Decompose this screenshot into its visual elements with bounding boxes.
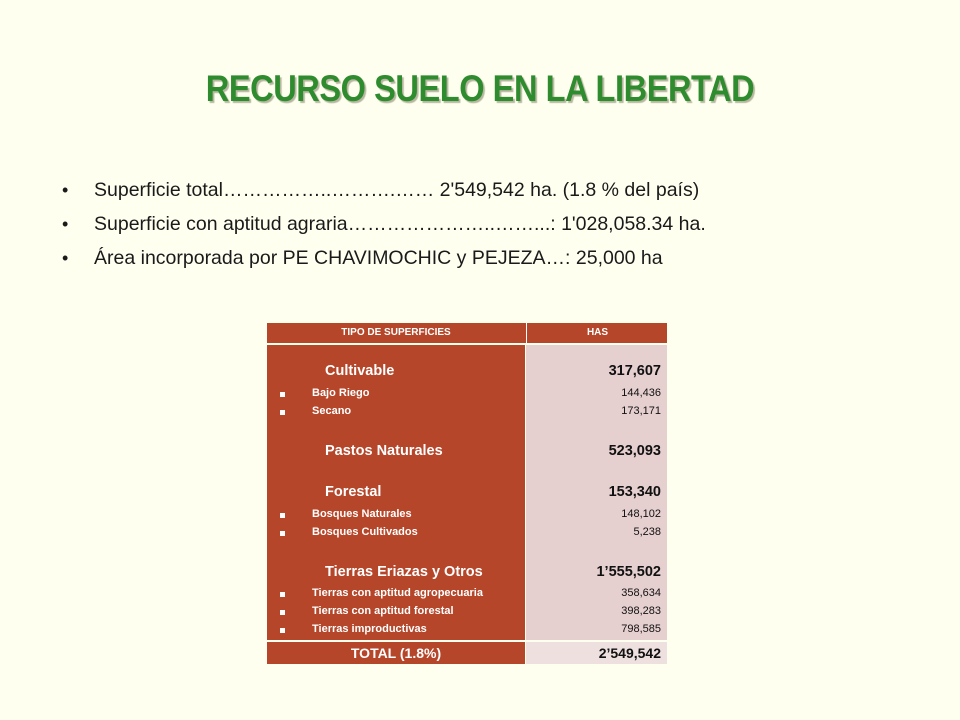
square-bullet-icon: [280, 531, 285, 536]
table-header: [267, 323, 667, 343]
row-value: 153,340: [608, 484, 661, 500]
row-value: 798,585: [621, 623, 661, 635]
bullet-icon: •: [62, 214, 69, 234]
slide-title: RECURSO SUELO EN LA LIBERTAD: [205, 68, 755, 109]
total-value: 2’549,542: [526, 642, 667, 664]
bullet-item: [62, 244, 922, 278]
row-label: Cultivable: [325, 363, 395, 379]
row-label: Bosques Cultivados: [312, 526, 418, 538]
row-label: Bosques Naturales: [312, 508, 412, 520]
square-bullet-icon: [280, 592, 285, 597]
row-value: 317,607: [608, 363, 661, 379]
row-value: 5,238: [633, 526, 661, 538]
row-value: 148,102: [621, 508, 661, 520]
bullet-icon: •: [62, 248, 69, 268]
row-value: 173,171: [621, 405, 661, 417]
row-label: Tierras improductivas: [312, 623, 427, 635]
square-bullet-icon: [280, 392, 285, 397]
row-value: 358,634: [621, 587, 661, 599]
bullet-icon: •: [62, 180, 69, 200]
row-value: 398,283: [621, 605, 661, 617]
header-has: HAS: [526, 323, 668, 343]
square-bullet-icon: [280, 513, 285, 518]
row-label: Tierras con aptitud forestal: [312, 605, 454, 617]
row-label: Tierras Eriazas y Otros: [325, 564, 483, 580]
row-value: 523,093: [608, 443, 661, 459]
bullet-item: [62, 210, 922, 244]
surface-table: [267, 323, 667, 664]
row-label: Bajo Riego: [312, 387, 370, 399]
row-label: Forestal: [325, 484, 382, 500]
bullet-text: Superficie total……………..……….…… 2'549,542 ha. (1.8 % del país): [94, 179, 700, 201]
row-value: 144,436: [621, 387, 661, 399]
row-label: Tierras con aptitud agropecuaria: [312, 587, 483, 599]
row-value: 1’555,502: [596, 564, 661, 580]
row-label: Secano: [312, 405, 352, 417]
row-label: Pastos Naturales: [325, 443, 443, 459]
header-type: TIPO DE SUPERFICIES: [341, 327, 451, 338]
square-bullet-icon: [280, 410, 285, 415]
bullet-item: [62, 176, 922, 210]
bullet-text: Área incorporada por PE CHAVIMOCHIC y PEJEZA…: 25,000 ha: [94, 247, 663, 269]
bullet-list: [62, 176, 922, 278]
square-bullet-icon: [280, 610, 285, 615]
total-label: TOTAL (1.8%): [267, 642, 525, 664]
bullet-text: Superficie con aptitud agraria…………………..……...: 1'028,058.34 ha.: [94, 213, 706, 235]
square-bullet-icon: [280, 628, 285, 633]
